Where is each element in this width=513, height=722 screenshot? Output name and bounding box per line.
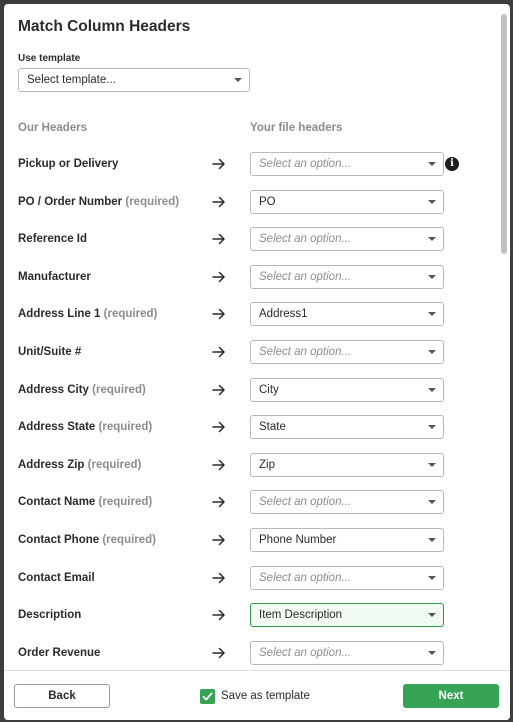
modal-title: Match Column Headers: [18, 18, 191, 35]
file-header-select[interactable]: [250, 528, 444, 552]
required-tag: (required): [103, 308, 158, 320]
arrow-right-icon: [212, 572, 226, 584]
row-label-text: Reference Id: [18, 233, 88, 245]
next-button[interactable]: Next: [403, 684, 499, 708]
template-select-value: Select template...: [27, 74, 116, 86]
row-label: [18, 421, 152, 433]
chevron-down-icon: [428, 613, 436, 617]
chevron-down-icon: [428, 162, 436, 166]
match-column-headers-modal: [4, 4, 510, 720]
arrow-right-icon: [212, 496, 226, 508]
file-header-select-value: PO: [259, 196, 276, 208]
arrow-right-icon: [212, 647, 226, 659]
file-header-select-value: Select an option...: [259, 572, 352, 584]
scrollbar-thumb[interactable]: [501, 14, 507, 254]
file-header-select[interactable]: [250, 603, 444, 627]
file-header-select[interactable]: [250, 340, 444, 364]
file-header-select[interactable]: [250, 265, 444, 289]
required-tag: (required): [98, 421, 153, 433]
row-label-text: Unit/Suite #: [18, 346, 82, 358]
row-label: [18, 346, 81, 358]
arrow-right-icon: [212, 346, 226, 358]
arrow-right-icon: [212, 609, 226, 621]
row-label-text: Address State: [18, 421, 96, 433]
arrow-right-icon: [212, 534, 226, 546]
row-label-text: Contact Email: [18, 572, 95, 584]
save-as-template-checkbox[interactable]: [200, 689, 215, 704]
row-label: [18, 158, 118, 170]
required-tag: (required): [125, 196, 180, 208]
row-label-text: PO / Order Number: [18, 196, 123, 208]
row-label-text: Contact Name: [18, 496, 96, 508]
row-label-text: Order Revenue: [18, 647, 101, 659]
file-header-select[interactable]: [250, 190, 444, 214]
chevron-down-icon: [428, 463, 436, 467]
chevron-down-icon: [428, 312, 436, 316]
back-button[interactable]: Back: [14, 684, 110, 708]
row-label-text: Address Zip: [18, 459, 85, 471]
file-header-select[interactable]: [250, 378, 444, 402]
chevron-down-icon: [428, 651, 436, 655]
arrow-right-icon: [212, 421, 226, 433]
our-headers-heading: Our Headers: [18, 122, 88, 134]
arrow-right-icon: [212, 158, 226, 170]
chevron-down-icon: [428, 425, 436, 429]
row-label-text: Description: [18, 609, 82, 621]
required-tag: (required): [87, 459, 142, 471]
chevron-down-icon: [428, 388, 436, 392]
arrow-right-icon: [212, 384, 226, 396]
modal-scroll-area[interactable]: [4, 4, 510, 670]
chevron-down-icon: [234, 78, 242, 82]
file-header-select[interactable]: [250, 415, 444, 439]
row-label: [18, 459, 141, 471]
file-headers-heading: Your file headers: [250, 122, 343, 134]
file-header-select-value: State: [259, 421, 286, 433]
file-header-select[interactable]: [250, 152, 444, 176]
file-header-select-value: Select an option...: [259, 158, 352, 170]
row-label-text: Pickup or Delivery: [18, 158, 119, 170]
arrow-right-icon: [212, 271, 226, 283]
row-label: [18, 647, 100, 659]
row-label: [18, 308, 157, 320]
file-header-select-value: Phone Number: [259, 534, 337, 546]
chevron-down-icon: [428, 500, 436, 504]
save-as-template-label[interactable]: Save as template: [221, 690, 310, 702]
row-label: [18, 233, 87, 245]
template-select[interactable]: [18, 68, 250, 92]
info-icon[interactable]: i: [445, 157, 459, 171]
chevron-down-icon: [428, 275, 436, 279]
required-tag: (required): [92, 384, 146, 396]
checkmark-icon: [202, 691, 213, 702]
row-label: [18, 196, 179, 208]
chevron-down-icon: [428, 350, 436, 354]
file-header-select[interactable]: [250, 490, 444, 514]
chevron-down-icon: [428, 576, 436, 580]
row-label-text: Manufacturer: [18, 271, 91, 283]
file-header-select-value: Zip: [259, 459, 275, 471]
file-header-select-value: Select an option...: [259, 496, 352, 508]
file-header-select-value: Select an option...: [259, 346, 352, 358]
file-header-select[interactable]: [250, 453, 444, 477]
row-label: [18, 572, 95, 584]
row-label: [18, 534, 156, 546]
required-tag: (required): [98, 496, 153, 508]
row-label-text: Address City: [18, 384, 89, 396]
arrow-right-icon: [212, 196, 226, 208]
file-header-select[interactable]: [250, 227, 444, 251]
row-label-text: Address Line 1: [18, 308, 101, 320]
row-label-text: Contact Phone: [18, 534, 100, 546]
file-header-select-value: Select an option...: [259, 271, 352, 283]
file-header-select-value: City: [259, 384, 279, 396]
row-label: [18, 609, 81, 621]
file-header-select-value: Select an option...: [259, 233, 352, 245]
chevron-down-icon: [428, 200, 436, 204]
arrow-right-icon: [212, 459, 226, 471]
chevron-down-icon: [428, 237, 436, 241]
row-label: [18, 271, 91, 283]
file-header-select-value: Select an option...: [259, 647, 352, 659]
arrow-right-icon: [212, 308, 226, 320]
file-header-select[interactable]: [250, 302, 444, 326]
arrow-right-icon: [212, 233, 226, 245]
row-label: [18, 384, 146, 396]
row-label: [18, 496, 152, 508]
modal-footer: [4, 670, 510, 720]
chevron-down-icon: [428, 538, 436, 542]
file-header-select-value: Address1: [259, 308, 308, 320]
file-header-select[interactable]: [250, 641, 444, 665]
use-template-label: Use template: [18, 53, 81, 64]
file-header-select[interactable]: [250, 566, 444, 590]
file-header-select-value: Item Description: [259, 609, 343, 621]
required-tag: (required): [102, 534, 157, 546]
